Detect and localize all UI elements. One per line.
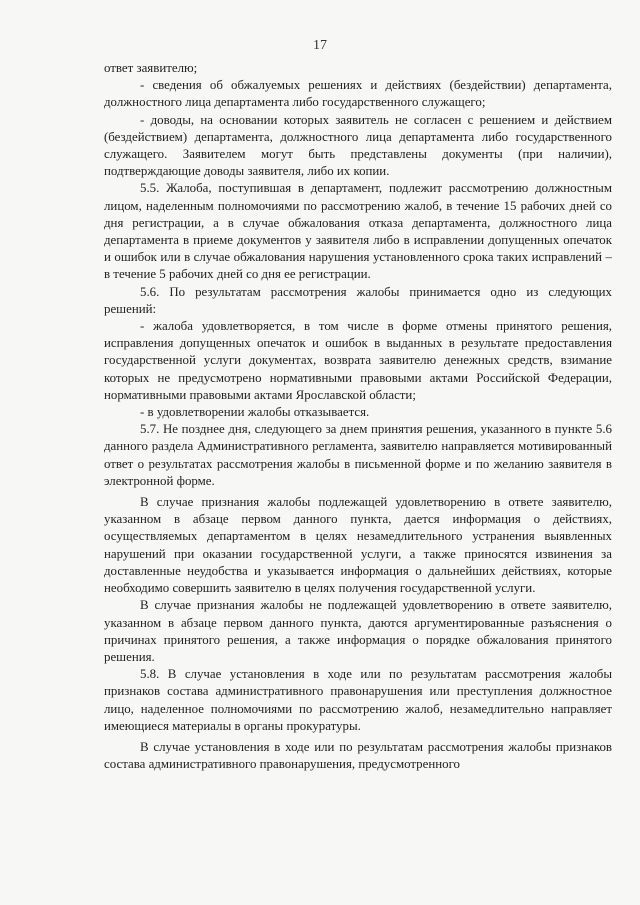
paragraph-applicant-arguments: - доводы, на основании которых заявитель не согласен с решением и действием (бездействием) департамента, должностного лица департамента либо государственного служащего. Заявителем могут быть представлены документы (при наличии), подтверждающие доводы заявителя, либо их копии. xyxy=(104,112,612,179)
paragraph-appealed-decisions-info: - сведения об обжалуемых решениях и действиях (бездействии) департамента, должностного лица департамента либо государственного служащего; xyxy=(104,78,612,110)
paragraph-5-6: 5.6. По результатам рассмотрения жалобы принимается одно из следующих решений: xyxy=(104,284,612,316)
paragraph-satisfied-answer: В случае признания жалобы подлежащей удовлетворению в ответе заявителю, указанном в абзаце первом данного пункта, дается информация о действиях, осуществляемых департаментом в целях незамедлительного устранения выявленных нарушений при оказании государственной услуги, а также приносятся извинения за доставленные неудобства и указывается информация о дальнейших действиях, которые необходимо совершить заявителю в целях получения государственной услуги. xyxy=(104,495,612,596)
page-number: 17 xyxy=(313,38,327,53)
paragraph-administrative-offense: В случае установления в ходе или по результатам рассмотрения жалобы признаков состава административного правонарушения, предусмотренного xyxy=(104,739,612,772)
paragraph-answer-to-applicant: ответ заявителю; xyxy=(104,61,198,75)
paragraph-complaint-satisfied: - жалоба удовлетворяется, в том числе в форме отмены принятого решения, исправления допущенных опечаток и ошибок в выданных в результате предоставления государственной услуги документах, возврата заявителю денежных средств, взимание которых не предусмотрено нормативными правовыми актами Российской Федерации, нормативными правовыми актами Ярославской области; xyxy=(104,319,612,402)
paragraph-5-8: 5.8. В случае установления в ходе или по результатам рассмотрения жалобы признаков состава административного правонарушения или преступления должностное лицо, наделенное полномочиями по рассмотрению жалоб, незамедлительно направляет имеющиеся материалы в органы прокуратуры. xyxy=(104,667,612,733)
paragraph-5-5: 5.5. Жалоба, поступившая в департамент, подлежит рассмотрению должностным лицом, наделенным полномочиями по рассмотрению жалоб, в течение 15 рабочих дней со дня регистрации, а в случае обжалования отказа департамента, должностного лица департамента в приеме документов у заявителя либо в исправлении допущенных опечаток и ошибок или в случае обжалования нарушения установленного срока таких исправлений – в течение 5 рабочих дней со дня ее регистрации. xyxy=(104,181,612,282)
paragraph-complaint-rejected: - в удовлетворении жалобы отказывается. xyxy=(140,405,370,420)
document-body xyxy=(104,60,612,773)
paragraph-unsatisfied-answer: В случае признания жалобы не подлежащей удовлетворению в ответе заявителю, указанном в абзаце первом данного пункта, даются аргументированные разъяснения о причинах принятого решения, а также информация о порядке обжалования принятого решения. xyxy=(104,598,612,664)
paragraph-5-7: 5.7. Не позднее дня, следующего за днем принятия решения, указанного в пункте 5.6 данного раздела Административного регламента, заявителю направляется мотивированный ответ о результатах рассмотрения жалобы в письменной форме и по желанию заявителя в электронной форме. xyxy=(104,422,612,488)
